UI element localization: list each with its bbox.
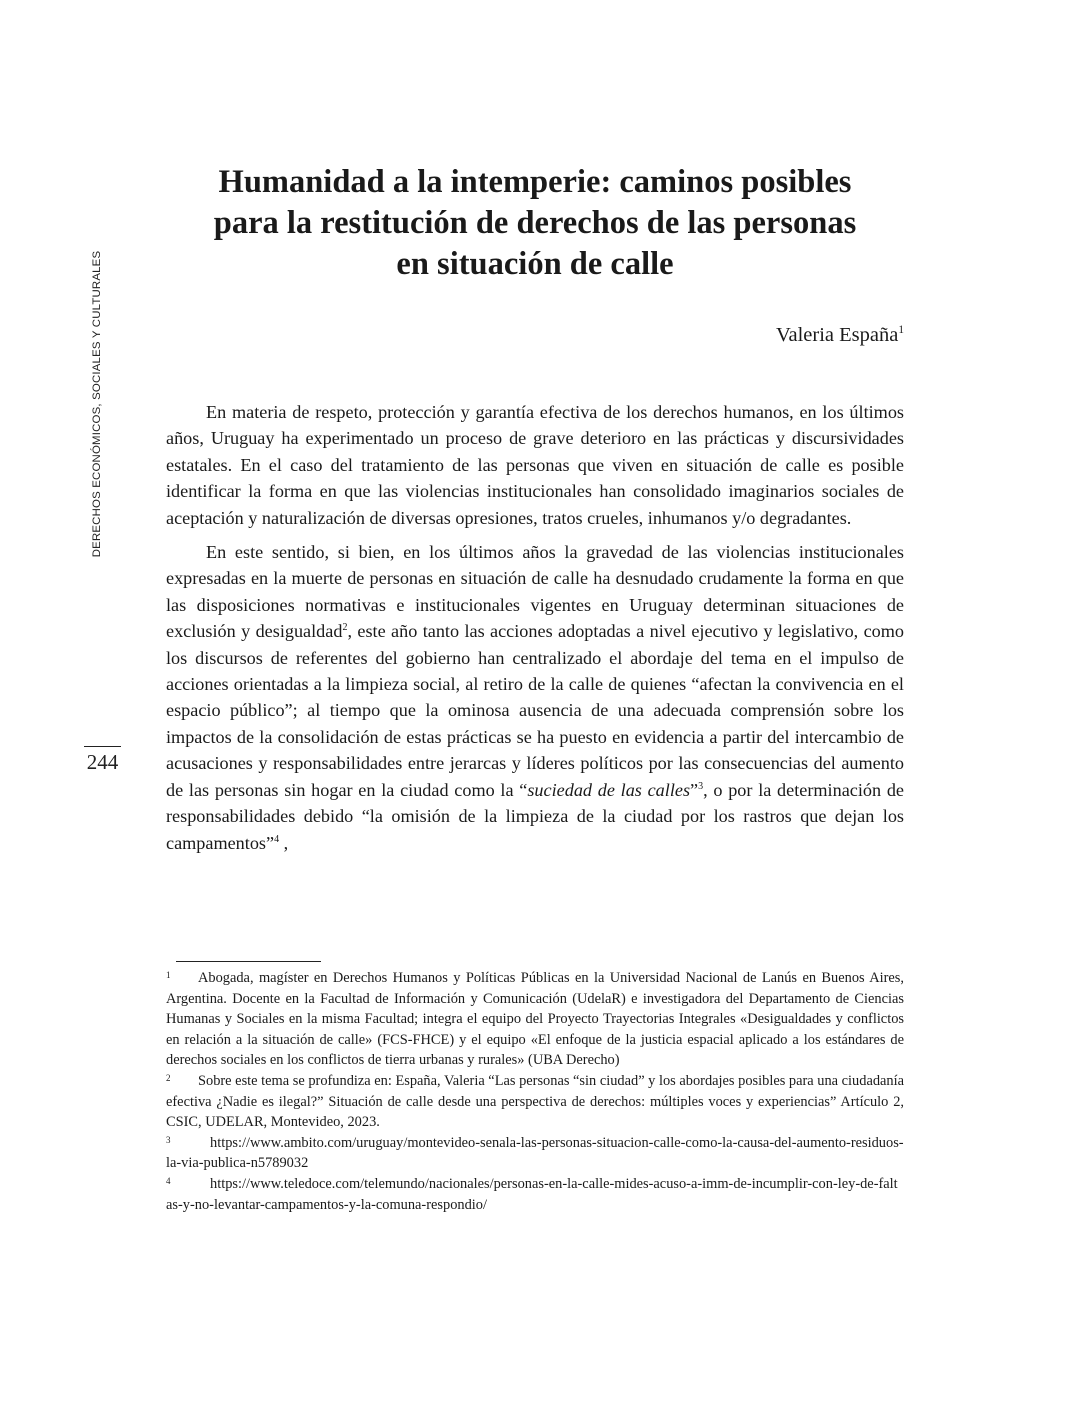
footnote-1 xyxy=(166,968,904,1071)
page-number: 244 xyxy=(86,750,119,774)
paragraph-2-part-2: , este año tanto las acciones adoptadas a nivel ejecutivo y legislativo, como los discursos de referentes del gobierno han centralizado el abordaje del tema en el impulso de acciones orientadas a la limpieza social, al retiro de la calle de quienes “afectan la convivencia en el espacio público”; al tiempo que la ominosa ausencia de una adecuada comprensión sobre los impactos de la consolidación de estas prácticas se ha puesto en evidencia a partir del intercambio de acusaciones y responsabilidades entre jerarcas y líderes políticos por las consecuencias del aumento de las personas sin hogar en la ciudad como la “ xyxy=(166,621,904,800)
footnote-text: Abogada, magíster en Derechos Humanos y Políticas Públicas en la Universidad Nacional de Lanús en Buenos Aires, Argentina. Docente en la Facultad de Información y Comunicación (UdelaR) e investigadora del Departamento de Ciencias Humanas y Sociales en la misma Facultad; integra el equipo del Proyecto Trayectorias Integrales «Desigualdades y conflictos en relación a la situación de calle» (FCS-FHCE) y el equipo «El enfoque de la justicia espacial aplicado a los estándares de derechos sociales en los conflictos de tierra urbanas y rurales» (UBA Derecho) xyxy=(166,970,904,1069)
paragraph-2-part-1: En este sentido, si bien, en los últimos años la gravedad de las violencias institucionales expresadas en la muerte de personas en situación de calle ha desnudado crudamente la forma en que las disposiciones normativas e institucionales vigentes en Uruguay determinan situaciones de exclusión y desigualdad xyxy=(166,542,904,642)
footnote-3 xyxy=(166,1133,904,1174)
title-line-3: en situación de calle xyxy=(396,246,674,282)
footnote-ref-2: 2 xyxy=(342,622,348,634)
footnote-url[interactable]: https://www.teledoce.com/telemundo/nacionales/personas-en-la-calle-mides-acuso-a-imm-de-incumplir-con-ley-de-faltas-y-no-levantar-campamentos-y-la-comuna-respondio/ xyxy=(166,1175,898,1213)
footnote-ref-4: 4 xyxy=(274,833,280,845)
article-body xyxy=(166,399,904,864)
title-line-2: para la restitución de derechos de las personas xyxy=(213,205,857,241)
author-byline xyxy=(776,321,904,349)
paragraph-1: En materia de respeto, protección y garantía efectiva de los derechos humanos, en los últimos años, Uruguay ha experimentado un proceso de grave deterioro en las prácticas y discursividades estatales. En el caso del tratamiento de las personas que viven en situación de calle es posible identificar la forma en que las violencias institucionales han consolidado imaginarios sociales de aceptación y naturalización de diversas opresiones, tratos crueles, inhumanos y/o degradantes. xyxy=(166,402,904,528)
footnote-ref-3: 3 xyxy=(698,780,704,792)
footnote-url[interactable]: https://www.ambito.com/uruguay/montevideo-senala-las-personas-situacion-calle-como-la-causa-del-aumento-residuos-la-via-publica-n5789032 xyxy=(166,1134,904,1172)
author-name: Valeria España xyxy=(775,324,899,346)
footnote-number: 4 xyxy=(166,1175,171,1186)
footnote-number: 3 xyxy=(166,1134,171,1145)
footnote-2 xyxy=(166,1071,904,1133)
paragraph-2-part-4: , o por la determinación de responsabilidades debido “la omisión de la limpieza de la ciudad por los rastros que dejan los campamentos” xyxy=(166,779,904,853)
footnote-4 xyxy=(166,1174,904,1215)
running-section-label: DERECHOS ECONÓMICOS, SOCIALES Y CULTURALES xyxy=(91,250,103,558)
paragraph-2-part-5: , xyxy=(279,832,289,853)
footnote-separator xyxy=(176,961,321,962)
footnote-text: Sobre este tema se profundiza en: España, Valeria “Las personas “sin ciudad” y los abordajes posibles para una ciudadanía efectiva ¿Nadie es ilegal?” Situación de calle desde una perspectiva de derechos: múltiples voces y experiencias” Artículo 2, CSIC, UDELAR, Montevideo, 2023. xyxy=(166,1072,904,1131)
article-title xyxy=(150,162,920,285)
footnotes xyxy=(166,968,904,1215)
footnote-number: 2 xyxy=(166,1072,171,1083)
italic-quote: suciedad de las calles xyxy=(527,779,691,800)
footnote-number: 1 xyxy=(166,970,171,980)
page-number-rule xyxy=(84,746,121,747)
paragraph-2 xyxy=(166,539,904,856)
author-footnote-ref: 1 xyxy=(898,324,904,337)
paragraph-2-part-3: ” xyxy=(690,779,699,800)
title-line-1: Humanidad a la intemperie: caminos posibles xyxy=(218,164,852,200)
